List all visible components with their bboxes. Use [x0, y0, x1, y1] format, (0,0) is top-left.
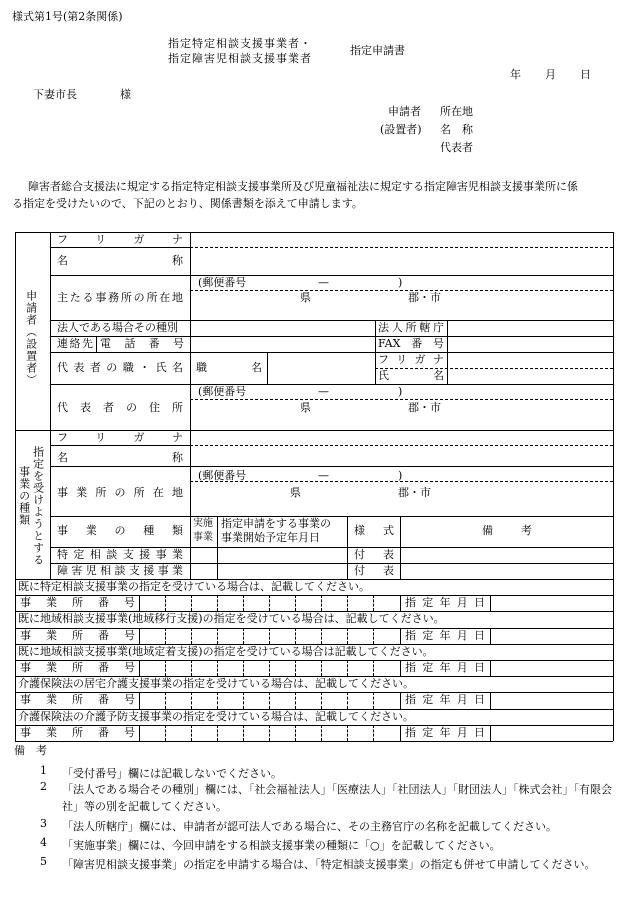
note-text: 「障害児相談支援事業」の指定を申請する場合は、「特定相談支援事業」の指定も併せて申請してください。	[62, 858, 596, 871]
digit-divider	[295, 692, 296, 708]
note-text: 「実施事業」欄には、今回申請をする相談支援事業の種類に「○」を記載してください。	[62, 839, 501, 852]
existing-note: 既に地域相談支援事業(地域定着支援)の指定を受けている場合は記載してください。	[18, 644, 434, 658]
existing-note: 既に地域相談支援事業(地域移行支援)の指定を受けている場合は、記載してください。	[18, 612, 445, 626]
phone-label: 電話番号	[100, 337, 184, 350]
note-text: 「受付番号」欄には記載しないでください。	[62, 767, 282, 780]
addressee-suffix: 様	[120, 88, 131, 101]
cell-line	[400, 692, 401, 708]
existing-note: 介護保険法の居宅介護支援事業の指定を受けている場合は、記載してください。	[18, 677, 414, 691]
cell-line	[139, 660, 140, 676]
title-suffix: 指定申請書	[350, 44, 405, 57]
intro-line-2: る指定を受けたいので、下記のとおり、関係書類を添えて申請します。	[12, 197, 363, 210]
office-side-label-2: 事業の種類	[17, 466, 31, 526]
applicant-label: 申請者	[388, 105, 421, 118]
office-side-label-1: 指定を受けようとする	[31, 446, 45, 566]
date-day: 日	[580, 68, 591, 81]
digit-divider	[165, 628, 166, 644]
cell-line	[400, 725, 401, 741]
cell-line	[490, 692, 491, 708]
date-month: 月	[545, 68, 556, 81]
digit-divider	[347, 692, 348, 708]
digit-divider	[321, 692, 322, 708]
cell-line	[139, 692, 140, 708]
note-number: 2	[40, 780, 47, 793]
start-date-header-2: 事業開始予定年月日	[221, 531, 320, 544]
digit-divider	[373, 692, 374, 708]
digit-divider	[217, 725, 218, 741]
cell-line	[139, 595, 140, 611]
digit-divider	[217, 628, 218, 644]
digit-divider	[165, 725, 166, 741]
digit-divider	[217, 595, 218, 611]
applicant-side-label: 申請者（設置者）	[24, 290, 38, 386]
name-label: 名称	[57, 254, 183, 267]
office-number-label: 事業所番号	[20, 661, 135, 674]
postal-close: )	[398, 276, 403, 289]
digit-divider	[191, 725, 192, 741]
note-number: 5	[40, 855, 47, 868]
digit-divider	[295, 725, 296, 741]
office-prefecture-label: 県	[290, 486, 301, 499]
digit-divider	[295, 660, 296, 676]
rep-postal-dash: —	[318, 385, 329, 398]
form-number: 様式第1号(第2条関係)	[12, 10, 123, 23]
digit-divider	[295, 595, 296, 611]
date-year: 年	[510, 68, 521, 81]
office-furigana-label: フリガナ	[57, 431, 183, 444]
office-postal-close: )	[398, 469, 403, 482]
office-name-label: 名称	[57, 451, 183, 464]
note-text: 「法人所轄庁」欄には、申請者が認可法人である場合に、その主務官庁の名称を記載してください。	[62, 820, 557, 833]
prefecture-label: 県	[300, 291, 311, 304]
cell-line	[400, 595, 401, 611]
digit-divider	[321, 725, 322, 741]
digit-divider	[373, 660, 374, 676]
office-number-label: 事業所番号	[20, 693, 135, 707]
digit-divider	[191, 692, 192, 708]
digit-divider	[321, 628, 322, 644]
implemented-header-2: 事業	[193, 532, 213, 543]
digit-divider	[295, 628, 296, 644]
postal-dash: —	[318, 276, 329, 289]
digit-divider	[347, 725, 348, 741]
rep-prefecture-label: 県	[300, 401, 311, 414]
digit-divider	[165, 595, 166, 611]
cell-line	[139, 628, 140, 644]
rep-name-label: 氏名	[378, 369, 444, 382]
digit-divider	[373, 628, 374, 644]
note-text: 「法人である場合その種別」欄には、「社会福祉法人」「医療法人」「社団法人」「財団法人」「株式会社」「有限会社」等の別を記載してください。	[62, 783, 612, 813]
digit-divider	[243, 660, 244, 676]
note-number: 3	[40, 817, 47, 830]
digit-divider	[165, 692, 166, 708]
title-line-1: 指定特定相談支援事業者・	[168, 37, 312, 50]
attached-form-2: 付表	[354, 564, 394, 577]
cell-line	[400, 628, 401, 644]
form-header: 様式	[354, 524, 394, 537]
city-label: 郡・市	[408, 291, 441, 304]
digit-divider	[347, 595, 348, 611]
attached-form-1: 付表	[354, 548, 394, 561]
contact-label: 連絡先	[57, 337, 93, 350]
office-number-label: 事業所番号	[20, 725, 135, 739]
digit-divider	[269, 595, 270, 611]
cell-line	[490, 628, 491, 644]
digit-divider	[243, 692, 244, 708]
corp-office-label: 法人所轄庁	[378, 321, 444, 334]
office-address-label-2: 事業所の所在地	[57, 486, 183, 499]
office-city-label: 郡・市	[398, 486, 431, 499]
postal-label: (郵便番号	[198, 276, 247, 289]
rep-postal-close: )	[398, 385, 403, 398]
existing-note: 既に特定相談支援事業の指定を受けている場合は、記載してください。	[18, 580, 370, 593]
designated-date-label: 指定年月日	[405, 628, 485, 642]
digit-divider	[191, 660, 192, 676]
cell-line	[490, 660, 491, 676]
implemented-header-1: 実施	[193, 518, 213, 529]
digit-divider	[217, 692, 218, 708]
digit-divider	[269, 628, 270, 644]
rep-postal-label: (郵便番号	[198, 385, 247, 398]
intro-line-1: 障害者総合支援法に規定する指定特定相談支援事業所及び児童福祉法に規定する指定障害児相談支援事業所に係	[28, 180, 578, 193]
digit-divider	[373, 595, 374, 611]
office-number-label: 事業所番号	[20, 628, 135, 642]
digit-divider	[347, 628, 348, 644]
notes-heading: 備 考	[14, 744, 47, 757]
office-postal-label: (郵便番号	[198, 469, 247, 482]
rep-furigana-label: フリガナ	[378, 353, 444, 366]
office-address-label: 主たる事務所の所在地	[57, 291, 183, 304]
fax-label: FAX番号	[378, 337, 444, 350]
addressee: 下妻市長	[33, 88, 77, 101]
digit-divider	[165, 660, 166, 676]
digit-divider	[217, 660, 218, 676]
digit-divider	[269, 660, 270, 676]
rep-city-label: 郡・市	[408, 401, 441, 414]
digit-divider	[321, 660, 322, 676]
rep-address-label: 代表者の住所	[57, 401, 183, 414]
start-date-header-1: 指定申請をする事業の	[221, 517, 331, 530]
note-number: 1	[40, 764, 47, 777]
digit-divider	[321, 595, 322, 611]
office-postal-dash: —	[318, 469, 329, 482]
digit-divider	[191, 628, 192, 644]
cell-line	[490, 725, 491, 741]
digit-divider	[191, 595, 192, 611]
designated-date-label: 指定年月日	[405, 693, 485, 707]
establisher-label: (設置者)	[380, 123, 422, 136]
digit-divider	[243, 595, 244, 611]
cell-line	[490, 595, 491, 611]
applicant-address-label: 所在地	[440, 105, 473, 118]
representative-label: 代表者	[440, 141, 473, 154]
rep-title-label: 職名	[196, 361, 262, 374]
applicant-name-label: 名 称	[440, 123, 473, 136]
row-line	[15, 741, 613, 742]
digit-divider	[243, 628, 244, 644]
cell-line	[139, 725, 140, 741]
designated-date-label: 指定年月日	[405, 725, 485, 739]
remarks-header: 備考	[482, 524, 532, 537]
business-type-header: 事業の種類	[57, 524, 183, 537]
digit-divider	[347, 660, 348, 676]
rep-title-name-label: 代表者の職・氏名	[57, 361, 183, 374]
digit-divider	[243, 725, 244, 741]
digit-divider	[373, 725, 374, 741]
designated-date-label: 指定年月日	[405, 661, 485, 674]
office-number-label: 事業所番号	[20, 596, 135, 610]
business-row-specific: 特定相談支援事業	[57, 548, 183, 561]
furigana-label: フリガナ	[57, 233, 183, 246]
cell-line	[400, 660, 401, 676]
existing-note: 介護保険法の介護予防支援事業の指定を受けている場合は、記載してください。	[18, 709, 414, 723]
designated-date-label: 指定年月日	[405, 596, 485, 610]
corp-type-label: 法人である場合その種別	[57, 321, 178, 334]
digit-divider	[269, 725, 270, 741]
digit-divider	[269, 692, 270, 708]
business-row-child: 障害児相談支援事業	[57, 564, 183, 577]
title-line-2: 指定障害児相談支援事業者	[168, 52, 312, 65]
note-number: 4	[40, 836, 47, 849]
